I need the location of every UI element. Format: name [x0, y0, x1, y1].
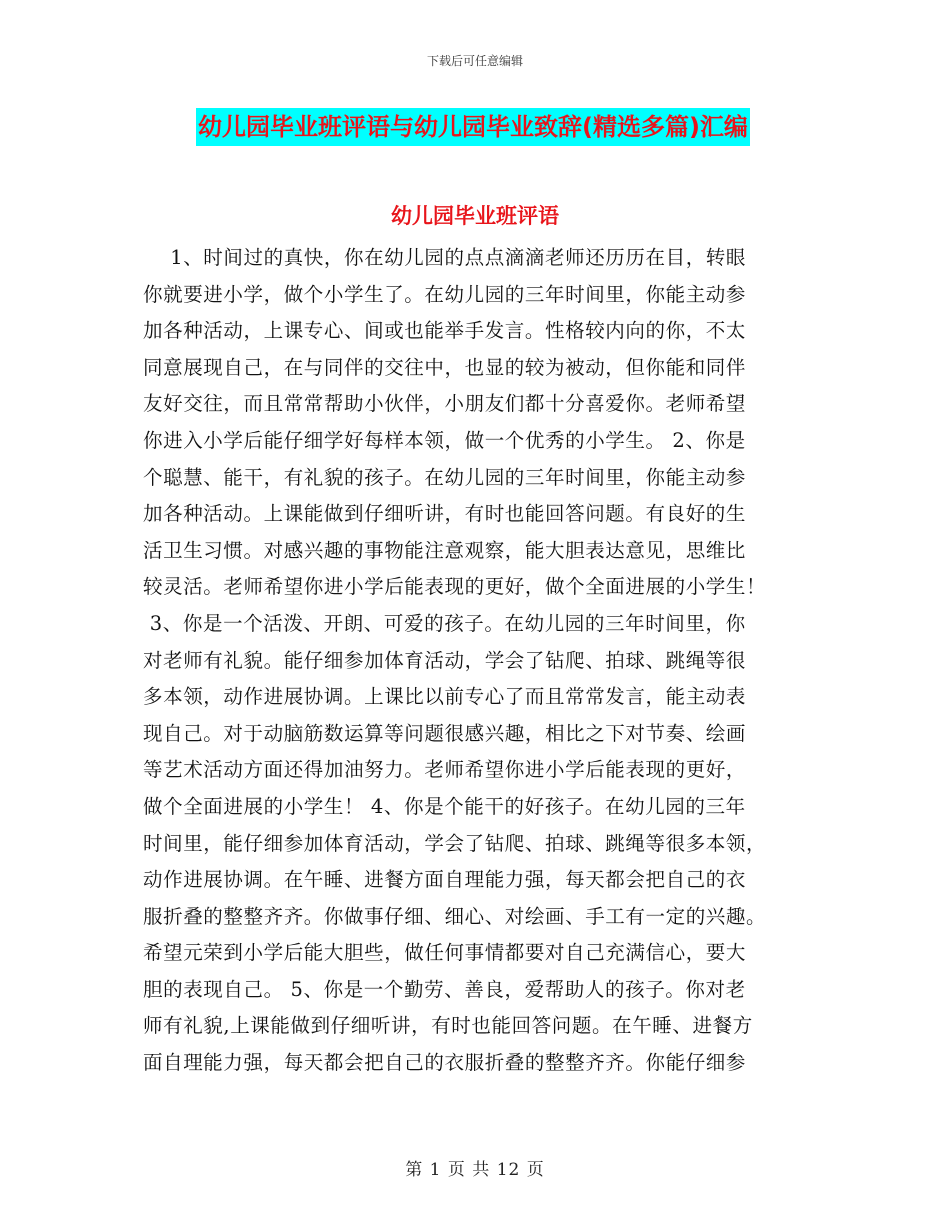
text-line: 时间里，能仔细参加体育活动，学会了钻爬、拍球、跳绳等很多本领， — [143, 831, 767, 855]
text-line: 你就要进小学，做个小学生了。在幼儿园的三年时间里，你能主动参 — [143, 282, 747, 306]
text-line: 活卫生习惯。对感兴趣的事物能注意观察，能大胆表达意见，思维比 — [143, 538, 747, 562]
header-note: 下载后可任意编辑 — [426, 54, 523, 68]
text-line: 现自己。对于动脑筋数运算等问题很感兴趣，相比之下对节奏、绘画 — [143, 721, 747, 745]
text-line: 师有礼貌,上课能做到仔细听讲，有时也能回答问题。在午睡、进餐方 — [143, 1014, 753, 1038]
text-line: 你进入小学后能仔细学好每样本领，做一个优秀的小学生。 2、你是 — [143, 428, 746, 452]
text-line: 胆的表现自己。 5、你是一个勤劳、善良，爱帮助人的孩子。你对老 — [143, 977, 746, 1001]
text-line: 较灵活。老师希望你进小学后能表现的更好，做个全面进展的小学生！ — [143, 575, 767, 599]
text-line: 等艺术活动方面还得加油努力。老师希望你进小学后能表现的更好， — [143, 758, 747, 782]
text-line: 3、你是一个活泼、开朗、可爱的孩子。在幼儿园的三年时间里，你 — [143, 611, 746, 635]
section-title: 幼儿园毕业班评语 — [391, 204, 559, 228]
document-title: 幼儿园毕业班评语与幼儿园毕业致辞(精选多篇)汇编 — [196, 108, 750, 146]
text-line: 同意展现自己，在与同伴的交往中，也显的较为被动，但你能和同伴 — [143, 355, 747, 379]
text-line: 加各种活动，上课专心、间或也能举手发言。性格较内向的你，不太 — [143, 319, 747, 343]
text-line: 1、时间过的真快，你在幼儿园的点点滴滴老师还历历在目，转眼 — [143, 246, 747, 269]
text-line: 做个全面进展的小学生！ 4、你是个能干的好孩子。在幼儿园的三年 — [143, 794, 746, 818]
body-text — [143, 240, 813, 1082]
text-line: 多本领，动作进展协调。上课比以前专心了而且常常发言，能主动表 — [143, 685, 747, 709]
text-line: 面自理能力强，每天都会把自己的衣服折叠的整整齐齐。你能仔细参 — [143, 1051, 747, 1075]
text-line: 服折叠的整整齐齐。你做事仔细、细心、对绘画、手工有一定的兴趣。 — [143, 904, 767, 928]
text-line: 动作进展协调。在午睡、进餐方面自理能力强，每天都会把自己的衣 — [143, 868, 747, 892]
text-line: 个聪慧、能干，有礼貌的孩子。在幼儿园的三年时间里，你能主动参 — [143, 465, 747, 489]
page-footer: 第 1 页 共 12 页 — [405, 1160, 545, 1180]
text-line: 希望元荣到小学后能大胆些，做任何事情都要对自己充满信心，要大 — [143, 941, 747, 965]
text-line: 加各种活动。上课能做到仔细听讲，有时也能回答问题。有良好的生 — [143, 502, 747, 526]
text-line: 对老师有礼貌。能仔细参加体育活动，学会了钻爬、拍球、跳绳等很 — [143, 648, 747, 672]
text-line: 友好交往，而且常常帮助小伙伴，小朋友们都十分喜爱你。老师希望 — [143, 392, 747, 416]
